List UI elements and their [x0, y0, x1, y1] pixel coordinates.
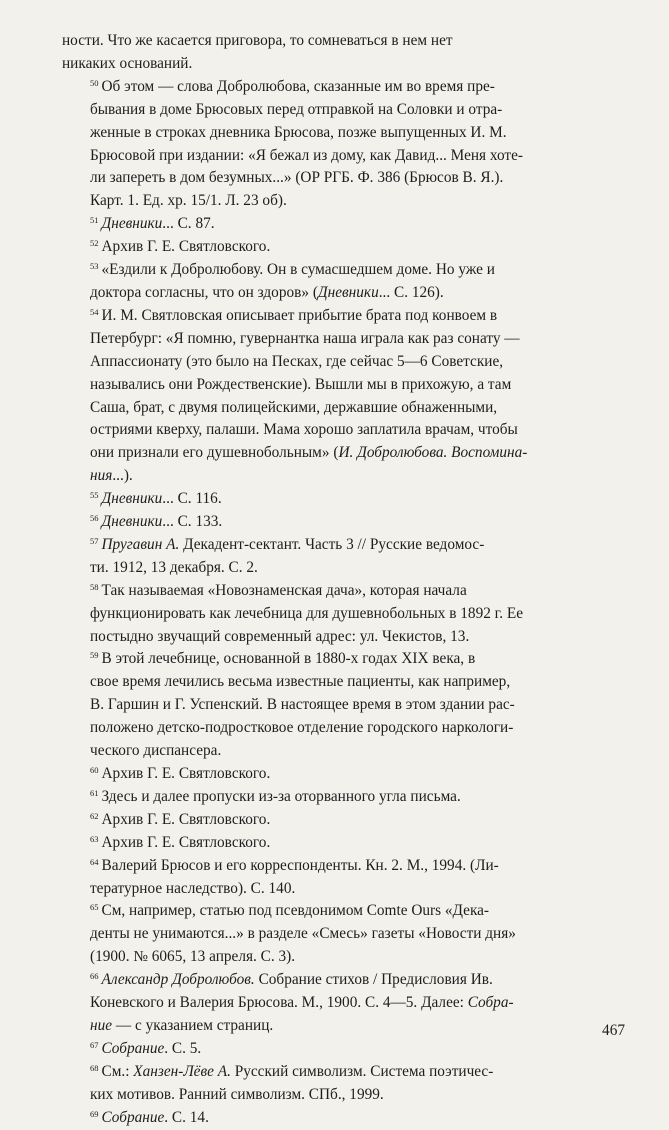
text-run: И. М. Святловская описывает прибытие брата под конвоем в [101, 306, 498, 324]
italic-text: Ханзен-Лёве А. [133, 1062, 231, 1080]
footnote-61 [62, 786, 622, 809]
text-run: Архив Г. Е. Святловского. [101, 810, 271, 828]
text-run: положено детско-подростковое отделение городского наркологи- [90, 719, 514, 737]
italic-text: Собрание [101, 1108, 165, 1126]
page-number: 467 [602, 1022, 625, 1039]
text-line [62, 488, 622, 511]
text-line [62, 900, 622, 923]
text-run: женные в строках дневника Брюсова, позже выпущенных И. М. [90, 123, 507, 141]
footnote-56 [62, 511, 622, 534]
text-run: денты не унимаются...» в разделе «Смесь» газеты «Новости дня» [90, 925, 516, 943]
footnote-number: 65 [90, 902, 99, 913]
text-run: Русский символизм. Система поэтичес- [230, 1062, 494, 1080]
text-line [62, 603, 622, 626]
text-line [62, 76, 622, 99]
footnote-number: 60 [90, 765, 99, 775]
text-run: Архив Г. Е. Святловского. [101, 238, 271, 256]
text-line [62, 1107, 622, 1130]
footnote-58 [62, 580, 622, 649]
text-line [62, 236, 622, 259]
text-run: Об этом — слова Добролюбова, сказанные им во время пре- [101, 77, 495, 95]
text-run: Петербург: «Я помню, гувернантка наша играла как раз сонату — [90, 329, 520, 347]
footnote-number: 63 [90, 833, 99, 844]
text-run: «Ездили к Добролюбову. Он в сумасшедшем доме. Но уже и [101, 261, 495, 279]
text-run: Брюсовой при издании: «Я бежал из дому, как Давид... Меня хоте- [90, 146, 523, 164]
italic-text: ние [90, 1016, 113, 1034]
footnote-50 [62, 76, 622, 213]
footnote-number: 64 [90, 856, 99, 867]
footnotes-list [62, 76, 622, 1130]
text-line [62, 786, 622, 809]
footnote-number: 53 [90, 261, 99, 272]
footnote-62 [62, 809, 622, 832]
text-line [62, 145, 622, 168]
text-line [62, 1061, 622, 1084]
footnote-number: 62 [90, 810, 99, 821]
text-run: ... С. 126). [378, 283, 444, 301]
text-run: свое время лечились весьма известные пациенты, как например, [90, 673, 511, 691]
text-line: никаких оснований. [62, 54, 193, 72]
opening-paragraph [62, 30, 622, 76]
text-run: ... С. 133. [162, 513, 223, 531]
text-run: Валерий Брюсов и его корреспонденты. Кн. 2. М., 1994. (Ли- [101, 856, 499, 874]
text-line [62, 671, 622, 694]
text-line [62, 740, 622, 763]
text-run: они признали его душевнобольным» ( [90, 444, 339, 462]
footnote-60 [62, 763, 622, 786]
footnote-number: 57 [90, 535, 99, 546]
page-text [62, 30, 622, 1130]
text-line [62, 534, 622, 557]
text-line [62, 511, 622, 534]
text-run: ких мотивов. Ранний символизм. СПб., 1999. [90, 1085, 384, 1103]
italic-text: Пругавин А. [101, 535, 180, 553]
italic-text: Собрание [101, 1039, 165, 1057]
text-run: ли запереть в дом безумных...» (ОР РГБ. Ф. 386 (Брюсов В. Я.). [90, 169, 504, 187]
text-run: ...). [112, 467, 133, 485]
footnote-number: 59 [90, 650, 99, 661]
text-run: функционировать как лечебница для душевнобольных в 1892 г. Ее [90, 604, 524, 622]
footnote-67 [62, 1038, 622, 1061]
text-line [62, 763, 622, 786]
text-run: (1900. № 6065, 13 апреля. С. 3). [90, 948, 296, 966]
text-line [62, 419, 622, 442]
italic-text: Дневники [101, 490, 163, 508]
footnote-number: 68 [90, 1062, 99, 1073]
text-line [62, 213, 622, 236]
footnote-66 [62, 969, 622, 1038]
text-line [62, 442, 622, 465]
footnote-number: 52 [90, 238, 99, 249]
text-run: — с указанием страниц. [112, 1016, 274, 1034]
text-run: В этой лечебнице, основанной в 1880-х годах XIX века, в [101, 650, 476, 668]
text-line [62, 694, 622, 717]
text-run: ти. 1912, 13 декабря. С. 2. [90, 558, 258, 576]
text-run: Карт. 1. Ед. хр. 15/1. Л. 23 об). [90, 192, 287, 210]
text-line [62, 122, 622, 145]
text-run: Здесь и далее пропуски из-за оторванного угла письма. [101, 787, 461, 805]
text-line [62, 1015, 622, 1038]
footnote-number: 61 [90, 787, 99, 798]
footnote-number: 54 [90, 306, 99, 317]
footnote-52 [62, 236, 622, 259]
footnote-55 [62, 488, 622, 511]
footnote-number: 55 [90, 490, 99, 501]
text-run: См, например, статью под псевдонимом Comte Ours «Дека- [101, 902, 490, 920]
text-run: Коневского и Валерия Брюсова. М., 1900. С. 4—5. Далее: [90, 994, 468, 1012]
text-run: остриями кверху, палаши. Мама хорошо заплатила врачам, чтобы [90, 421, 518, 439]
footnote-number: 51 [90, 215, 99, 226]
text-line [62, 397, 622, 420]
footnote-number: 50 [90, 77, 99, 88]
text-run: тературное наследство). С. 140. [90, 879, 296, 897]
text-run: бывания в доме Брюсовых перед отправкой на Соловки и отра- [90, 100, 503, 118]
text-line [62, 557, 622, 580]
text-line [62, 1084, 622, 1107]
text-line [62, 855, 622, 878]
footnote-51 [62, 213, 622, 236]
text-line [62, 969, 622, 992]
text-run: Так называемая «Новознаменская дача», которая начала [101, 581, 467, 599]
text-line: ности. Что же касается приговора, то сомневаться в нем нет [62, 32, 453, 49]
text-run: ... С. 87. [162, 215, 215, 233]
text-line [62, 580, 622, 603]
text-line [62, 259, 622, 282]
text-run: Декадент-сектант. Часть 3 // Русские ведомос- [179, 535, 485, 553]
text-line [62, 923, 622, 946]
text-line [62, 878, 622, 901]
text-run: ческого диспансера. [90, 742, 222, 760]
footnote-number: 58 [90, 581, 99, 592]
text-run: Архив Г. Е. Святловского. [101, 765, 271, 782]
footnote-65 [62, 900, 622, 969]
text-line [62, 992, 622, 1015]
text-line [62, 282, 622, 305]
text-line [62, 190, 622, 213]
text-run: назывались они Рождественские). Вышли мы в прихожую, а там [90, 375, 512, 393]
italic-text: Дневники [101, 513, 163, 531]
footnote-63 [62, 832, 622, 855]
footnote-number: 56 [90, 513, 99, 524]
text-run: Архив Г. Е. Святловского. [101, 833, 271, 851]
text-line [62, 648, 622, 671]
italic-text: Александр Добролюбов. [101, 971, 255, 989]
text-line [62, 351, 622, 374]
text-run: Саша, брат, с двумя полицейскими, державшие обнаженными, [90, 398, 498, 416]
italic-text: И. Добролюбова. Воспомина- [338, 444, 528, 462]
text-line [62, 305, 622, 328]
text-line [62, 1038, 622, 1061]
text-line [62, 809, 622, 832]
footnote-64 [62, 855, 622, 901]
text-line [62, 832, 622, 855]
text-line [62, 167, 622, 190]
footnote-number: 66 [90, 971, 99, 982]
text-run: Собрание стихов / Предисловия Ив. [254, 971, 493, 989]
text-line [62, 717, 622, 740]
italic-text: Дневники [317, 283, 379, 301]
footnote-number: 69 [90, 1108, 99, 1119]
text-run: доктора согласны, что он здоров» ( [90, 283, 318, 301]
text-line [62, 328, 622, 351]
italic-text: ния [90, 467, 113, 485]
text-run: ... С. 116. [162, 490, 222, 508]
text-line [62, 374, 622, 397]
text-run: См.: [101, 1062, 134, 1080]
footnote-69 [62, 1107, 622, 1130]
text-line [62, 465, 622, 488]
text-run: . С. 5. [164, 1039, 202, 1057]
footnote-59 [62, 648, 622, 763]
text-line [62, 626, 622, 649]
italic-text: Собра- [467, 994, 514, 1012]
footnote-number: 67 [90, 1039, 99, 1050]
italic-text: Дневники [101, 215, 163, 233]
footnote-53 [62, 259, 622, 305]
text-run: Аппассионату (это было на Песках, где сейчас 5—6 Советские, [90, 352, 504, 370]
footnote-54 [62, 305, 622, 488]
footnote-57 [62, 534, 622, 580]
text-run: . С. 14. [164, 1108, 209, 1126]
text-line [62, 946, 622, 969]
text-run: В. Гаршин и Г. Успенский. В настоящее время в этом здании рас- [90, 696, 515, 714]
text-line [62, 99, 622, 122]
text-run: постыдно звучащий современный адрес: ул. Чекистов, 13. [90, 627, 470, 645]
footnote-68 [62, 1061, 622, 1107]
